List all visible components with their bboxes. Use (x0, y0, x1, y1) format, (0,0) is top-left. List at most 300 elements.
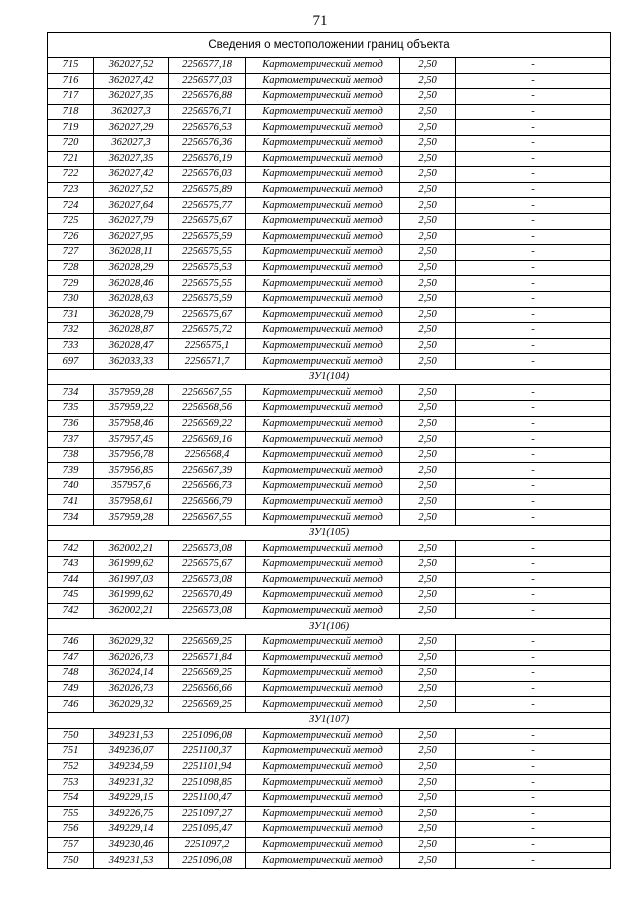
description-cell: - (456, 728, 611, 744)
point-number-cell: 726 (48, 229, 94, 245)
coord-x-cell: 357956,78 (94, 447, 169, 463)
coord-x-cell: 357956,85 (94, 463, 169, 479)
method-cell: Картометрический метод (246, 416, 400, 432)
point-number-cell: 750 (48, 728, 94, 744)
method-cell: Картометрический метод (246, 822, 400, 838)
description-cell: - (456, 853, 611, 869)
description-cell: - (456, 510, 611, 526)
accuracy-cell: 2,50 (400, 759, 456, 775)
coord-x-cell: 361999,62 (94, 557, 169, 573)
coord-x-cell: 362027,95 (94, 229, 169, 245)
coord-y-cell: 2256577,18 (169, 58, 246, 74)
description-cell: - (456, 182, 611, 198)
point-number-cell: 745 (48, 588, 94, 604)
point-number-cell: 756 (48, 822, 94, 838)
description-cell: - (456, 338, 611, 354)
coord-y-cell: 2256567,39 (169, 463, 246, 479)
description-cell: - (456, 104, 611, 120)
table-row (48, 541, 611, 557)
coord-x-cell: 362026,73 (94, 681, 169, 697)
description-cell: - (456, 479, 611, 495)
description-cell: - (456, 213, 611, 229)
accuracy-cell: 2,50 (400, 182, 456, 198)
method-cell: Картометрический метод (246, 837, 400, 853)
coord-y-cell: 2256575,55 (169, 276, 246, 292)
coord-x-cell: 349231,53 (94, 728, 169, 744)
coord-y-cell: 2251097,27 (169, 806, 246, 822)
table-row (48, 728, 611, 744)
coord-x-cell: 349234,59 (94, 759, 169, 775)
coord-x-cell: 362027,52 (94, 58, 169, 74)
coord-x-cell: 362033,33 (94, 354, 169, 370)
coord-y-cell: 2256573,08 (169, 572, 246, 588)
method-cell: Картометрический метод (246, 338, 400, 354)
point-number-cell: 723 (48, 182, 94, 198)
table-row (48, 416, 611, 432)
point-number-cell: 720 (48, 135, 94, 151)
accuracy-cell: 2,50 (400, 744, 456, 760)
point-number-cell: 739 (48, 463, 94, 479)
coord-y-cell: 2256571,84 (169, 650, 246, 666)
coord-y-cell: 2256575,89 (169, 182, 246, 198)
accuracy-cell: 2,50 (400, 822, 456, 838)
table-row (48, 744, 611, 760)
coord-y-cell: 2256573,08 (169, 603, 246, 619)
description-cell: - (456, 837, 611, 853)
table-row (48, 58, 611, 74)
accuracy-cell: 2,50 (400, 541, 456, 557)
coord-y-cell: 2256575,59 (169, 229, 246, 245)
point-number-cell: 730 (48, 291, 94, 307)
accuracy-cell: 2,50 (400, 167, 456, 183)
accuracy-cell: 2,50 (400, 73, 456, 89)
table-row (48, 634, 611, 650)
coord-y-cell: 2256569,16 (169, 432, 246, 448)
description-cell: - (456, 681, 611, 697)
coord-x-cell: 357957,6 (94, 479, 169, 495)
description-cell: - (456, 307, 611, 323)
point-number-cell: 738 (48, 447, 94, 463)
accuracy-cell: 2,50 (400, 494, 456, 510)
coord-y-cell: 2256566,66 (169, 681, 246, 697)
accuracy-cell: 2,50 (400, 135, 456, 151)
section-row (48, 619, 611, 635)
coord-x-cell: 362028,29 (94, 260, 169, 276)
method-cell: Картометрический метод (246, 385, 400, 401)
table-row (48, 229, 611, 245)
coord-x-cell: 357958,46 (94, 416, 169, 432)
coord-x-cell: 362027,64 (94, 198, 169, 214)
coord-y-cell: 2251096,08 (169, 728, 246, 744)
coord-x-cell: 362028,47 (94, 338, 169, 354)
table-row (48, 463, 611, 479)
coord-y-cell: 2256575,67 (169, 307, 246, 323)
method-cell: Картометрический метод (246, 775, 400, 791)
method-cell: Картометрический метод (246, 307, 400, 323)
point-number-cell: 742 (48, 541, 94, 557)
coord-x-cell: 362028,79 (94, 307, 169, 323)
accuracy-cell: 2,50 (400, 603, 456, 619)
description-cell: - (456, 822, 611, 838)
point-number-cell: 732 (48, 323, 94, 339)
point-number-cell: 743 (48, 557, 94, 573)
point-number-cell: 729 (48, 276, 94, 292)
table-row (48, 650, 611, 666)
description-cell: - (456, 73, 611, 89)
description-cell: - (456, 432, 611, 448)
method-cell: Картометрический метод (246, 634, 400, 650)
method-cell: Картометрический метод (246, 790, 400, 806)
method-cell: Картометрический метод (246, 167, 400, 183)
boundary-coordinates-table (47, 32, 611, 869)
description-cell: - (456, 557, 611, 573)
method-cell: Картометрический метод (246, 588, 400, 604)
point-number-cell: 697 (48, 354, 94, 370)
table-row (48, 338, 611, 354)
accuracy-cell: 2,50 (400, 58, 456, 74)
point-number-cell: 744 (48, 572, 94, 588)
description-cell: - (456, 744, 611, 760)
table-row (48, 479, 611, 495)
point-number-cell: 753 (48, 775, 94, 791)
coord-x-cell: 362027,79 (94, 213, 169, 229)
point-number-cell: 754 (48, 790, 94, 806)
point-number-cell: 755 (48, 806, 94, 822)
table-title-row (48, 33, 611, 58)
accuracy-cell: 2,50 (400, 354, 456, 370)
accuracy-cell: 2,50 (400, 697, 456, 713)
coord-y-cell: 2256575,53 (169, 260, 246, 276)
description-cell: - (456, 806, 611, 822)
table-row (48, 73, 611, 89)
table-row (48, 837, 611, 853)
description-cell: - (456, 276, 611, 292)
coord-x-cell: 362002,21 (94, 541, 169, 557)
section-row (48, 712, 611, 728)
table-row (48, 603, 611, 619)
accuracy-cell: 2,50 (400, 790, 456, 806)
coord-x-cell: 362002,21 (94, 603, 169, 619)
description-cell: - (456, 198, 611, 214)
coord-y-cell: 2256567,55 (169, 510, 246, 526)
point-number-cell: 752 (48, 759, 94, 775)
coord-x-cell: 362027,3 (94, 104, 169, 120)
table-row (48, 89, 611, 105)
table-row (48, 494, 611, 510)
accuracy-cell: 2,50 (400, 213, 456, 229)
coord-x-cell: 361999,62 (94, 588, 169, 604)
table-row (48, 775, 611, 791)
table-row (48, 759, 611, 775)
point-number-cell: 746 (48, 634, 94, 650)
method-cell: Картометрический метод (246, 213, 400, 229)
description-cell: - (456, 572, 611, 588)
accuracy-cell: 2,50 (400, 120, 456, 136)
point-number-cell: 747 (48, 650, 94, 666)
page-number: 71 (312, 13, 328, 29)
table-row (48, 432, 611, 448)
point-number-cell: 716 (48, 73, 94, 89)
table-row (48, 245, 611, 261)
coord-x-cell: 357957,45 (94, 432, 169, 448)
method-cell: Картометрический метод (246, 198, 400, 214)
description-cell: - (456, 323, 611, 339)
description-cell: - (456, 167, 611, 183)
coord-y-cell: 2251100,47 (169, 790, 246, 806)
method-cell: Картометрический метод (246, 463, 400, 479)
coord-x-cell: 362026,73 (94, 650, 169, 666)
table-row (48, 120, 611, 136)
accuracy-cell: 2,50 (400, 323, 456, 339)
method-cell: Картометрический метод (246, 182, 400, 198)
table-row (48, 666, 611, 682)
accuracy-cell: 2,50 (400, 650, 456, 666)
point-number-cell: 733 (48, 338, 94, 354)
coord-x-cell: 362027,42 (94, 73, 169, 89)
accuracy-cell: 2,50 (400, 229, 456, 245)
table-row (48, 167, 611, 183)
coord-x-cell: 349229,15 (94, 790, 169, 806)
method-cell: Картометрический метод (246, 291, 400, 307)
point-number-cell: 722 (48, 167, 94, 183)
method-cell: Картометрический метод (246, 58, 400, 74)
point-number-cell: 721 (48, 151, 94, 167)
point-number-cell: 742 (48, 603, 94, 619)
point-number-cell: 748 (48, 666, 94, 682)
method-cell: Картометрический метод (246, 479, 400, 495)
section-label: ЗУ1(107) (48, 712, 611, 728)
point-number-cell: 741 (48, 494, 94, 510)
coord-y-cell: 2251100,37 (169, 744, 246, 760)
method-cell: Картометрический метод (246, 135, 400, 151)
description-cell: - (456, 260, 611, 276)
coord-y-cell: 2256569,25 (169, 634, 246, 650)
accuracy-cell: 2,50 (400, 463, 456, 479)
coord-x-cell: 349231,53 (94, 853, 169, 869)
point-number-cell: 740 (48, 479, 94, 495)
method-cell: Картометрический метод (246, 650, 400, 666)
method-cell: Картометрический метод (246, 557, 400, 573)
description-cell: - (456, 541, 611, 557)
table-row (48, 213, 611, 229)
point-number-cell: 731 (48, 307, 94, 323)
table-row (48, 307, 611, 323)
accuracy-cell: 2,50 (400, 681, 456, 697)
table-row (48, 572, 611, 588)
method-cell: Картометрический метод (246, 728, 400, 744)
coord-y-cell: 2256576,03 (169, 167, 246, 183)
coord-y-cell: 2251097,2 (169, 837, 246, 853)
coord-y-cell: 2256576,71 (169, 104, 246, 120)
coord-y-cell: 2256577,03 (169, 73, 246, 89)
accuracy-cell: 2,50 (400, 510, 456, 526)
method-cell: Картометрический метод (246, 104, 400, 120)
table-row (48, 510, 611, 526)
section-label: ЗУ1(104) (48, 369, 611, 385)
coord-y-cell: 2251096,08 (169, 853, 246, 869)
coord-y-cell: 2256566,73 (169, 479, 246, 495)
coord-y-cell: 2256576,88 (169, 89, 246, 105)
coord-x-cell: 357958,61 (94, 494, 169, 510)
description-cell: - (456, 245, 611, 261)
coord-x-cell: 362028,87 (94, 323, 169, 339)
description-cell: - (456, 588, 611, 604)
method-cell: Картометрический метод (246, 541, 400, 557)
method-cell: Картометрический метод (246, 681, 400, 697)
coord-x-cell: 349230,46 (94, 837, 169, 853)
coord-y-cell: 2256575,55 (169, 245, 246, 261)
coord-y-cell: 2256575,67 (169, 557, 246, 573)
coord-y-cell: 2256571,7 (169, 354, 246, 370)
coord-x-cell: 357959,22 (94, 401, 169, 417)
method-cell: Картометрический метод (246, 260, 400, 276)
coord-y-cell: 2251098,85 (169, 775, 246, 791)
accuracy-cell: 2,50 (400, 634, 456, 650)
accuracy-cell: 2,50 (400, 806, 456, 822)
description-cell: - (456, 135, 611, 151)
accuracy-cell: 2,50 (400, 557, 456, 573)
description-cell: - (456, 603, 611, 619)
description-cell: - (456, 666, 611, 682)
description-cell: - (456, 58, 611, 74)
accuracy-cell: 2,50 (400, 245, 456, 261)
description-cell: - (456, 775, 611, 791)
coord-x-cell: 362027,3 (94, 135, 169, 151)
table-row (48, 151, 611, 167)
method-cell: Картометрический метод (246, 806, 400, 822)
point-number-cell: 734 (48, 385, 94, 401)
description-cell: - (456, 697, 611, 713)
description-cell: - (456, 89, 611, 105)
method-cell: Картометрический метод (246, 229, 400, 245)
table-row (48, 385, 611, 401)
table-row (48, 276, 611, 292)
coord-x-cell: 349236,07 (94, 744, 169, 760)
point-number-cell: 735 (48, 401, 94, 417)
coord-x-cell: 362028,46 (94, 276, 169, 292)
point-number-cell: 727 (48, 245, 94, 261)
coord-x-cell: 362029,32 (94, 634, 169, 650)
coord-x-cell: 357959,28 (94, 385, 169, 401)
section-label: ЗУ1(105) (48, 525, 611, 541)
coord-x-cell: 357959,28 (94, 510, 169, 526)
coord-y-cell: 2256568,4 (169, 447, 246, 463)
method-cell: Картометрический метод (246, 853, 400, 869)
accuracy-cell: 2,50 (400, 728, 456, 744)
coord-y-cell: 2256575,67 (169, 213, 246, 229)
point-number-cell: 757 (48, 837, 94, 853)
accuracy-cell: 2,50 (400, 338, 456, 354)
method-cell: Картометрический метод (246, 603, 400, 619)
section-row (48, 525, 611, 541)
method-cell: Картометрический метод (246, 759, 400, 775)
coord-y-cell: 2256569,25 (169, 697, 246, 713)
point-number-cell: 746 (48, 697, 94, 713)
coord-x-cell: 362028,63 (94, 291, 169, 307)
coord-x-cell: 362027,42 (94, 167, 169, 183)
method-cell: Картометрический метод (246, 354, 400, 370)
accuracy-cell: 2,50 (400, 385, 456, 401)
method-cell: Картометрический метод (246, 510, 400, 526)
coord-y-cell: 2256569,25 (169, 666, 246, 682)
coord-x-cell: 362029,32 (94, 697, 169, 713)
accuracy-cell: 2,50 (400, 572, 456, 588)
accuracy-cell: 2,50 (400, 837, 456, 853)
description-cell: - (456, 416, 611, 432)
accuracy-cell: 2,50 (400, 104, 456, 120)
method-cell: Картометрический метод (246, 73, 400, 89)
method-cell: Картометрический метод (246, 401, 400, 417)
point-number-cell: 724 (48, 198, 94, 214)
accuracy-cell: 2,50 (400, 432, 456, 448)
table-row (48, 557, 611, 573)
section-row (48, 369, 611, 385)
description-cell: - (456, 447, 611, 463)
method-cell: Картометрический метод (246, 744, 400, 760)
method-cell: Картометрический метод (246, 120, 400, 136)
table-row (48, 822, 611, 838)
coord-y-cell: 2256575,77 (169, 198, 246, 214)
table-row (48, 681, 611, 697)
accuracy-cell: 2,50 (400, 666, 456, 682)
method-cell: Картометрический метод (246, 89, 400, 105)
point-number-cell: 749 (48, 681, 94, 697)
point-number-cell: 717 (48, 89, 94, 105)
accuracy-cell: 2,50 (400, 775, 456, 791)
coord-y-cell: 2256575,59 (169, 291, 246, 307)
coord-y-cell: 2256575,1 (169, 338, 246, 354)
coord-x-cell: 361997,03 (94, 572, 169, 588)
point-number-cell: 736 (48, 416, 94, 432)
accuracy-cell: 2,50 (400, 479, 456, 495)
point-number-cell: 725 (48, 213, 94, 229)
accuracy-cell: 2,50 (400, 401, 456, 417)
accuracy-cell: 2,50 (400, 447, 456, 463)
coord-x-cell: 349231,32 (94, 775, 169, 791)
coord-x-cell: 362027,29 (94, 120, 169, 136)
description-cell: - (456, 650, 611, 666)
description-cell: - (456, 120, 611, 136)
method-cell: Картометрический метод (246, 432, 400, 448)
description-cell: - (456, 229, 611, 245)
coord-y-cell: 2256576,53 (169, 120, 246, 136)
coord-y-cell: 2256575,72 (169, 323, 246, 339)
method-cell: Картометрический метод (246, 323, 400, 339)
coord-x-cell: 362027,35 (94, 151, 169, 167)
coord-y-cell: 2251095,47 (169, 822, 246, 838)
coord-x-cell: 362027,52 (94, 182, 169, 198)
table-row (48, 401, 611, 417)
coord-y-cell: 2251101,94 (169, 759, 246, 775)
accuracy-cell: 2,50 (400, 588, 456, 604)
method-cell: Картометрический метод (246, 666, 400, 682)
coord-x-cell: 362027,35 (94, 89, 169, 105)
table-row (48, 354, 611, 370)
point-number-cell: 718 (48, 104, 94, 120)
description-cell: - (456, 790, 611, 806)
accuracy-cell: 2,50 (400, 276, 456, 292)
description-cell: - (456, 759, 611, 775)
point-number-cell: 737 (48, 432, 94, 448)
coord-x-cell: 362028,11 (94, 245, 169, 261)
point-number-cell: 751 (48, 744, 94, 760)
method-cell: Картометрический метод (246, 447, 400, 463)
coord-y-cell: 2256566,79 (169, 494, 246, 510)
accuracy-cell: 2,50 (400, 853, 456, 869)
method-cell: Картометрический метод (246, 276, 400, 292)
point-number-cell: 750 (48, 853, 94, 869)
table-row (48, 447, 611, 463)
